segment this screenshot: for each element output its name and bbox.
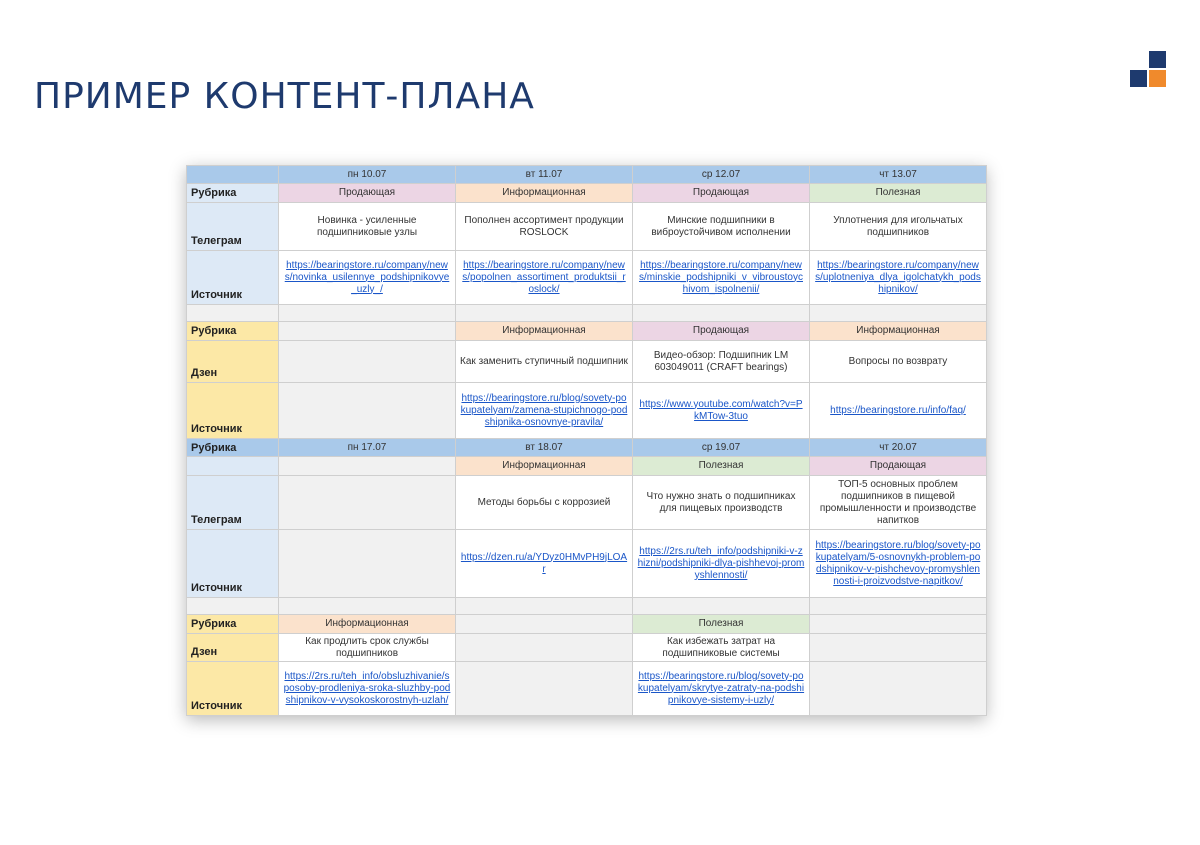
source-cell bbox=[633, 251, 810, 305]
week2-date-header-row bbox=[187, 439, 987, 457]
source-link[interactable]: https://bearingstore.ru/blog/sovety-pokupatelyam/skrytye-zatraty-na-podshipnikovye-sistemy-i-uzly/ bbox=[637, 670, 805, 706]
week1-dzen-rubric-row bbox=[187, 322, 987, 341]
source-cell bbox=[456, 251, 633, 305]
source-link[interactable]: https://www.youtube.com/watch?v=PkMTow-3tuo bbox=[639, 398, 803, 422]
rubric-cell: Информационная bbox=[456, 457, 633, 476]
topic-cell: Как продлить срок службы подшипников bbox=[279, 634, 456, 662]
channel-label-dzen: Дзен bbox=[187, 341, 279, 383]
source-cell bbox=[456, 530, 633, 598]
topic-cell: ТОП-5 основных проблем подшипников в пищевой промышленности и производстве напитков bbox=[810, 476, 987, 530]
rubric-cell: Полезная bbox=[810, 184, 987, 203]
spacer-cell bbox=[187, 598, 279, 615]
rubric-cell: Информационная bbox=[456, 184, 633, 203]
spacer-cell bbox=[633, 305, 810, 322]
spacer-cell bbox=[279, 305, 456, 322]
topic-cell bbox=[456, 634, 633, 662]
topic-cell: Методы борьбы с коррозией bbox=[456, 476, 633, 530]
date-header-cell: ср 19.07 bbox=[633, 439, 810, 457]
rubric-cell bbox=[279, 457, 456, 476]
topic-cell: Что нужно знать о подшипниках для пищевых производств bbox=[633, 476, 810, 530]
rubric-cell bbox=[279, 322, 456, 341]
rubric-cell: Продающая bbox=[633, 322, 810, 341]
rubric-cell: Продающая bbox=[633, 184, 810, 203]
spacer-cell bbox=[279, 598, 456, 615]
source-link[interactable]: https://bearingstore.ru/company/news/minskie_podshipniki_v_vibroustoychivom_ispolnenii/ bbox=[639, 259, 803, 295]
week1-dzen-source-row bbox=[187, 383, 987, 439]
page-title: ПРИМЕР КОНТЕНТ-ПЛАНА bbox=[34, 76, 535, 117]
topic-cell: Видео-обзор: Подшипник LM 603049011 (CRAFT bearings) bbox=[633, 341, 810, 383]
source-cell bbox=[810, 530, 987, 598]
week1-dzen-topic-row bbox=[187, 341, 987, 383]
rubric-cell bbox=[456, 615, 633, 634]
date-header-cell: чт 20.07 bbox=[810, 439, 987, 457]
source-cell bbox=[279, 530, 456, 598]
topic-cell bbox=[810, 634, 987, 662]
spacer-cell bbox=[187, 305, 279, 322]
source-link[interactable]: https://2rs.ru/teh_info/obsluzhivanie/sposoby-prodleniya-sroka-sluzhby-podshipnikov-v-vysokoskorostnyh-uzlah/ bbox=[283, 670, 451, 706]
week1-telegram-source-row bbox=[187, 251, 987, 305]
week1-telegram-rubric-row bbox=[187, 184, 987, 203]
source-link[interactable]: https://bearingstore.ru/company/news/novinka_usilennye_podshipnikovye_uzly_/ bbox=[284, 259, 450, 295]
topic-cell: Как избежать затрат на подшипниковые системы bbox=[633, 634, 810, 662]
topic-cell bbox=[279, 476, 456, 530]
rubric-label: Рубрика bbox=[187, 439, 279, 457]
company-logo-icon bbox=[1130, 51, 1166, 87]
source-cell bbox=[810, 383, 987, 439]
source-label: Источник bbox=[187, 662, 279, 716]
spacer-cell bbox=[810, 305, 987, 322]
source-link[interactable]: https://bearingstore.ru/company/news/uplotneniya_dlya_igolchatykh_podshipnikov/ bbox=[815, 259, 981, 295]
week2-dzen-source-row bbox=[187, 662, 987, 716]
spacer-row bbox=[187, 305, 987, 322]
rubric-cell: Информационная bbox=[279, 615, 456, 634]
source-cell bbox=[279, 383, 456, 439]
spacer-cell bbox=[456, 305, 633, 322]
source-link[interactable]: https://bearingstore.ru/info/faq/ bbox=[830, 404, 966, 416]
source-link[interactable]: https://2rs.ru/teh_info/podshipniki-v-zhizni/podshipniki-dlya-pishhevoj-promyshlennosti/ bbox=[637, 545, 805, 581]
source-link[interactable]: https://dzen.ru/a/YDyz0HMvPH9jLOAr bbox=[460, 551, 628, 575]
spacer-cell bbox=[633, 598, 810, 615]
topic-cell: Пополнен ассортимент продукции ROSLOCK bbox=[456, 203, 633, 251]
header-corner-cell bbox=[187, 166, 279, 184]
source-cell bbox=[633, 662, 810, 716]
channel-label-telegram: Телеграм bbox=[187, 476, 279, 530]
source-cell bbox=[279, 662, 456, 716]
rubric-label: Рубрика bbox=[187, 322, 279, 341]
rubric-cell: Продающая bbox=[279, 184, 456, 203]
topic-cell: Уплотнения для игольчатых подшипников bbox=[810, 203, 987, 251]
week2-telegram-source-row bbox=[187, 530, 987, 598]
content-plan-table bbox=[186, 165, 987, 716]
spacer-cell bbox=[810, 598, 987, 615]
rubric-label-cell bbox=[187, 457, 279, 476]
source-link[interactable]: https://bearingstore.ru/company/news/popolnen_assortiment_produktsii_roslock/ bbox=[462, 259, 626, 295]
rubric-cell bbox=[810, 615, 987, 634]
content-plan-spreadsheet bbox=[186, 165, 986, 716]
spacer-row bbox=[187, 598, 987, 615]
week1-telegram-topic-row bbox=[187, 203, 987, 251]
topic-cell: Вопросы по возврату bbox=[810, 341, 987, 383]
spacer-cell bbox=[456, 598, 633, 615]
source-cell bbox=[456, 383, 633, 439]
source-link[interactable]: https://bearingstore.ru/blog/sovety-pokupatelyam/zamena-stupichnogo-podshipnika-osnovnye-pravila/ bbox=[460, 392, 628, 428]
rubric-cell: Полезная bbox=[633, 457, 810, 476]
source-label: Источник bbox=[187, 530, 279, 598]
week2-dzen-topic-row bbox=[187, 634, 987, 662]
date-header-cell: пн 17.07 bbox=[279, 439, 456, 457]
source-cell bbox=[633, 530, 810, 598]
week2-telegram-topic-row bbox=[187, 476, 987, 530]
date-header-cell: вт 18.07 bbox=[456, 439, 633, 457]
rubric-label: Рубрика bbox=[187, 184, 279, 203]
date-header-cell: пн 10.07 bbox=[279, 166, 456, 184]
topic-cell: Новинка - усиленные подшипниковые узлы bbox=[279, 203, 456, 251]
rubric-cell: Информационная bbox=[456, 322, 633, 341]
channel-label-dzen: Дзен bbox=[187, 634, 279, 662]
rubric-label: Рубрика bbox=[187, 615, 279, 634]
week1-date-header-row bbox=[187, 166, 987, 184]
source-cell bbox=[810, 662, 987, 716]
source-link[interactable]: https://bearingstore.ru/blog/sovety-pokupatelyam/5-osnovnykh-problem-podshipnikov-v-pishchevoy-promyshlennosti-i-proizvodstve-napitkov/ bbox=[815, 539, 981, 587]
source-cell bbox=[279, 251, 456, 305]
source-cell bbox=[456, 662, 633, 716]
rubric-cell: Информационная bbox=[810, 322, 987, 341]
rubric-cell: Полезная bbox=[633, 615, 810, 634]
date-header-cell: ср 12.07 bbox=[633, 166, 810, 184]
source-label: Источник bbox=[187, 383, 279, 439]
week2-telegram-rubric-row bbox=[187, 457, 987, 476]
channel-label-telegram: Телеграм bbox=[187, 203, 279, 251]
source-cell bbox=[810, 251, 987, 305]
topic-cell: Минские подшипники в виброустойчивом исполнении bbox=[633, 203, 810, 251]
source-label: Источник bbox=[187, 251, 279, 305]
date-header-cell: вт 11.07 bbox=[456, 166, 633, 184]
topic-cell: Как заменить ступичный подшипник bbox=[456, 341, 633, 383]
date-header-cell: чт 13.07 bbox=[810, 166, 987, 184]
topic-cell bbox=[279, 341, 456, 383]
week2-dzen-rubric-row bbox=[187, 615, 987, 634]
rubric-cell: Продающая bbox=[810, 457, 987, 476]
source-cell bbox=[633, 383, 810, 439]
